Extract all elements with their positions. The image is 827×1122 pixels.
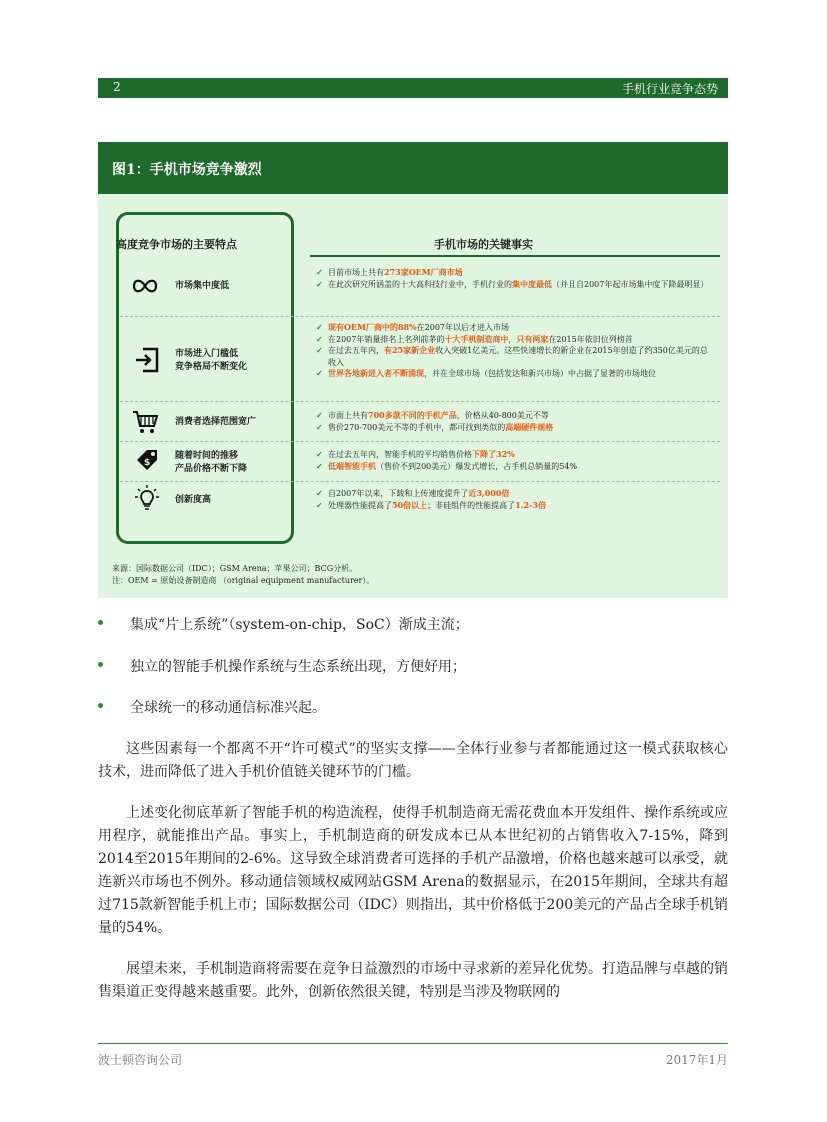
features-heading: 高度竞争市场的主要特点 bbox=[116, 238, 237, 251]
fact-highlight: 十大手机制造商中，只有两家 bbox=[444, 333, 549, 344]
fact-text: 收入突破1亿美元。这些快速增长的新企业在2015年创造了约350亿美元的总收入 bbox=[328, 346, 708, 367]
fact-text: 处理器性能提高了 bbox=[328, 500, 392, 510]
facts-row-2 bbox=[316, 322, 714, 380]
page-header bbox=[98, 78, 728, 98]
figure-source: 来源：国际数据公司（IDC）；GSM Arena；苹果公司；BCG分析。 bbox=[112, 564, 358, 573]
fact-item bbox=[316, 345, 714, 368]
figure-title: 图1：手机市场竞争激烈 bbox=[112, 162, 262, 178]
facts-row-3 bbox=[316, 410, 714, 433]
bullet-dot bbox=[98, 620, 103, 625]
fact-text: 在2015年依旧位列榜首 bbox=[548, 334, 633, 344]
heading-rule bbox=[310, 255, 720, 257]
fact-text: 市面上共有 bbox=[328, 411, 368, 420]
fact-text: （并且自2007年起市场集中度下降最明显） bbox=[552, 279, 709, 289]
figure-note: 注：OEM = 原始设备制造商 （original equipment manufacturer）。 bbox=[112, 576, 375, 585]
row-divider bbox=[120, 401, 720, 402]
fact-item bbox=[316, 322, 714, 334]
fact-text: 在过去五年内，智能手机的平均销售价格 bbox=[328, 450, 472, 459]
header-title: 手机行业竞争态势 bbox=[621, 82, 718, 96]
fact-item bbox=[316, 368, 714, 380]
price-tag-icon bbox=[133, 446, 161, 474]
fact-text: 在此次研究所涵盖的十大高科技行业中，手机行业的 bbox=[328, 279, 512, 289]
row-divider bbox=[120, 481, 720, 482]
feature-label-row-5: 创新度高 bbox=[175, 495, 212, 505]
fact-text: 自2007年以来，下载和上传速度提升了 bbox=[328, 489, 469, 498]
fact-highlight: 近3,000倍 bbox=[468, 488, 510, 498]
fact-text: 目前市场上共有 bbox=[328, 268, 384, 277]
footer-company: 波士顿咨询公司 bbox=[98, 1053, 183, 1067]
feature-label-row-2: 市场进入门槛低 竞争格局不断变化 bbox=[175, 349, 248, 372]
fact-text: 售价270-700美元不等的手机中，都可找到类似的 bbox=[328, 422, 506, 432]
facts-row-4 bbox=[316, 449, 714, 472]
fact-item bbox=[316, 488, 714, 500]
fact-text: 在2007年以后才进入市场 bbox=[416, 323, 510, 332]
fact-highlight: 50倍以上 bbox=[392, 499, 428, 510]
page-number: 2 bbox=[113, 80, 121, 94]
infinity-icon bbox=[131, 272, 159, 300]
body-paragraph-2: 上述变化彻底革新了智能手机的构造流程，使得手机制造商无需花费血本开发组件、操作系统或应用程序，就能推出产品。事实上，手机制造商的研发成本已从本世纪初的占销售收入7-15%，降到2014至2015年期间的2-6%。这导致全球消费者可选择的手机产品激增，价格也越来越可以承受，就连新兴市场也不例外。移动通信领域权威网站GSM Arena的数据显示，在2015年期间，全球共有超过715款新智能手机上市；国际数据公司（IDC）则指出，其中价格低于200美元的产品占全球手机销量的54%。 bbox=[98, 805, 728, 936]
fact-item bbox=[316, 422, 714, 434]
fact-text: ，价格从40-800美元不等 bbox=[456, 411, 549, 420]
facts-row-1 bbox=[316, 267, 714, 290]
bullet-dot bbox=[98, 662, 103, 667]
fact-text: 在过去五年内， bbox=[328, 346, 384, 355]
enter-door-icon bbox=[133, 346, 161, 374]
svg-text:$: $ bbox=[144, 458, 151, 468]
figure-title-bar bbox=[98, 142, 728, 194]
fact-text: 在2007年销量排名上名列前茅的 bbox=[328, 334, 445, 344]
facts-row-5 bbox=[316, 488, 714, 511]
fact-text: ，并在全球市场（包括发达和新兴市场）中占据了显著的市场地位 bbox=[424, 369, 656, 378]
lightbulb-icon bbox=[133, 484, 161, 512]
body-paragraph-3: 展望未来，手机制造商将需要在竞争日益激烈的市场中寻求新的差异化优势。打造品牌与卓越的销售渠道正变得越来越重要。此外，创新依然很关键，特别是当涉及物联网的 bbox=[98, 961, 728, 1000]
feature-label-row-4: 随着时间的推移 产品价格不断下降 bbox=[175, 451, 248, 474]
fact-highlight: 现有OEM厂商中的88% bbox=[328, 322, 417, 332]
fact-highlight: 700多款不同的手机产品 bbox=[368, 410, 457, 420]
fact-text: （售价不到200美元）爆发式增长，占手机总销量的54% bbox=[376, 461, 578, 471]
fact-highlight: 集中度最低 bbox=[512, 278, 552, 289]
shopping-cart-icon bbox=[131, 408, 159, 436]
facts-heading: 手机市场的关键事实 bbox=[434, 238, 533, 251]
fact-item bbox=[316, 500, 714, 512]
fact-item bbox=[316, 461, 714, 473]
feature-label-row-3: 消费者选择范围宽广 bbox=[175, 417, 257, 427]
fact-highlight: 273家OEM厂商市场 bbox=[384, 267, 463, 277]
fact-highlight: 世界各地新进入者不断涌现 bbox=[328, 368, 424, 378]
fact-item bbox=[316, 449, 714, 461]
row-divider bbox=[120, 441, 720, 442]
fact-item bbox=[316, 279, 714, 291]
fact-highlight: 低端智能手机 bbox=[328, 460, 376, 471]
fact-highlight: 下降了32% bbox=[472, 449, 515, 459]
row-divider bbox=[120, 316, 720, 317]
bullet-dot bbox=[98, 703, 103, 708]
footer-date: 2017年1月 bbox=[665, 1053, 728, 1067]
fact-highlight: 1.2-3倍 bbox=[515, 499, 546, 510]
fact-highlight: 高端硬件规格 bbox=[505, 421, 554, 432]
footer-rule bbox=[98, 1043, 728, 1044]
fact-item bbox=[316, 334, 714, 346]
fact-highlight: 有25家新企业 bbox=[384, 345, 436, 355]
fact-item bbox=[316, 410, 714, 422]
fact-text: ；非硅组件的性能提高了 bbox=[427, 500, 516, 510]
fact-item bbox=[316, 267, 714, 279]
body-paragraph-1: 这些因素每一个都离不开“许可模式”的坚实支撑——全体行业参与者都能通过这一模式获取核心技术，进而降低了进入手机价值链关键环节的门槛。 bbox=[98, 741, 728, 780]
feature-label-row-1: 市场集中度低 bbox=[175, 281, 230, 291]
